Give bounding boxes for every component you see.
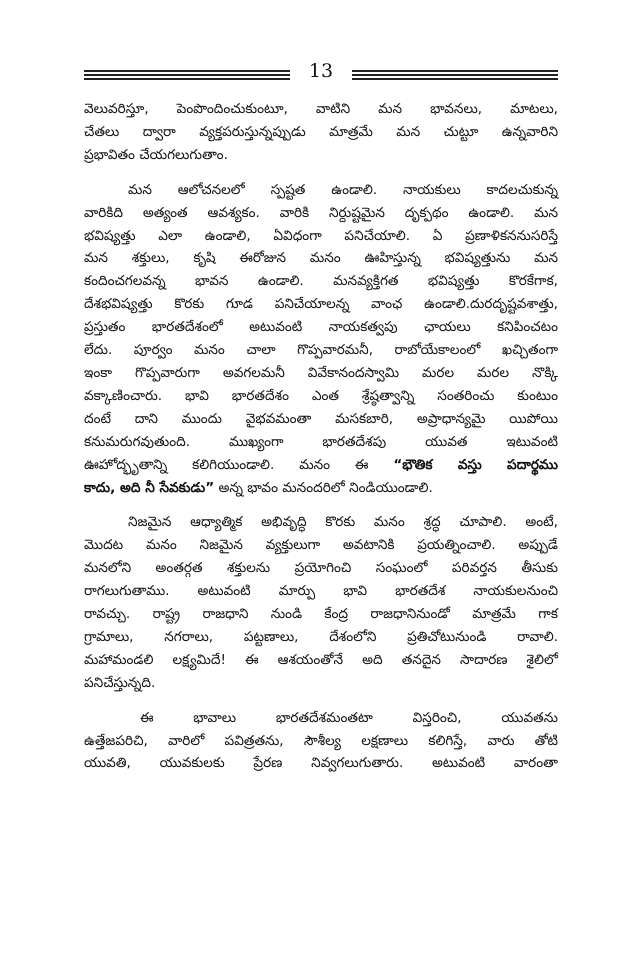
page-header — [84, 58, 558, 92]
text-line: మనలోని అంతర్గత శక్తులను ప్రయోగించి సంఘంలో పరివర్తన తీసుకు — [84, 560, 558, 577]
text-line: మహామండలి లక్ష్యమిదే! ఈ ఆశయంతోనే అది తనదైన సాదారణ శైలిలో — [84, 651, 558, 668]
paragraph-4 — [84, 707, 558, 776]
text-line: ఈ భావాలు భారతదేశమంతటా విస్తరించి, యువతను — [140, 709, 558, 726]
text-run: ఊహోద్భృతాన్ని కలిగియుండాలి. మనం ఈ — [84, 456, 369, 473]
paragraph-1 — [84, 98, 558, 167]
bold-quote-part-1: “భౌతిక వస్తు పదార్థము — [393, 456, 558, 473]
text-line-mixed — [84, 477, 558, 500]
text-line: పనిచేస్తున్నది. — [84, 674, 156, 691]
text-line: ప్రభావితం చేయగలుగుతాం. — [84, 146, 228, 163]
text-line: దంటే దాని ముందు వైభవమంతా మసకబారి, అప్రాధాన్యమై యిపోయి — [84, 410, 558, 427]
text-line: రావచ్చు. రాష్ట్ర రాజధాని నుండి కేంద్ర రాజధానినుండో మాత్రమే గాక — [84, 606, 558, 623]
text-line: చేతలు ద్వారా వ్యక్తపరుస్తున్నప్పుడు మాత్రమే మన చుట్టూ ఉన్నవారిని — [84, 123, 558, 140]
paragraph-2 — [84, 179, 558, 500]
text-run: అన్న భావం మనందరిలో నిండియుండాలి. — [218, 479, 433, 496]
text-line: లేదు. పూర్వం మనం చాలా గొప్పవారమనీ, రాబోయేకాలంలో ఖచ్చితంగా — [84, 342, 558, 359]
text-line: రాగలుగుతాము. అటువంటి మార్పు భావి భారతదేశ నాయకులనుంచి — [84, 583, 558, 600]
text-line: నిజమైన ఆధ్యాత్మిక అభివృద్ధి కొరకు మనం శ్రద్ధ చూపాలి. అంటే, — [128, 514, 558, 531]
text-line: ఇంకా గొప్పవారుగా అవగలమనీ వివేకానందస్వామి మరల మరల నొక్కి — [84, 364, 558, 381]
text-line: వెలువరిస్తూ, పెంపొందించుకుంటూ, వాటిని మన భావనలు, మాటలు, — [84, 101, 558, 117]
text-line: గ్రామాలు, నగరాలు, పట్టణాలు, దేశంలోని ప్రతిచోటునుండి రావాలి. — [84, 628, 558, 645]
text-line: ప్రస్తుతం భారతదేశంలో అటువంటి నాయకత్వపు ఛాయలు కనిపించటం — [84, 319, 558, 336]
text-line: భవిష్యత్తు ఎలా ఉండాలి, ఏవిధంగా పనిచేయాలి. ఏ ప్రణాళికననుసరిస్తే — [84, 227, 558, 244]
text-line: ఉత్తేజపరిచి, వారిలో పవిత్రతను, సౌశీల్య లక్షణాలు కలిగిస్తే, వారు తోటి — [84, 732, 558, 749]
text-line: మొదట మనం నిజమైన వ్యక్తులుగా అవటానికి ప్రయత్నించాలి. అప్పుడే — [84, 537, 558, 554]
paragraph-3 — [84, 511, 558, 694]
text-line: కందించగలవన్న భావన ఉండాలి. మనవ్యక్తిగత భవిష్యత్తు కొరకేగాక, — [84, 273, 558, 290]
page-body — [84, 98, 558, 787]
text-line: వక్కాణించారు. భావి భారతదేశం ఎంత శ్రేష్ఠత్వాన్ని సంతరించు కుంటుం — [84, 387, 558, 404]
text-line: దేశభవిష్యత్తు కొరకు గూడ పనిచేయాలన్న వాంఛ ఉండాలి.దురదృష్టవశాత్తు, — [84, 296, 558, 313]
text-line: వారికిది అత్యంత ఆవశ్యకం. వారికి నిర్దుష్టమైన దృక్పథం ఉండాలి. మన — [84, 204, 558, 221]
text-line-mixed — [84, 454, 558, 477]
header-rule-right — [352, 70, 558, 82]
text-line: మన శక్తులు, కృషి ఈరోజున మనం ఊహిస్తున్న భవిష్యత్తును మన — [84, 250, 558, 267]
text-line: యువతి, యువకులకు ప్రేరణ నివ్వగలుగుతారు. అటువంటి వారంతా — [84, 755, 558, 772]
bold-quote-part-2: కాదు, అది నీ సేవకుడు” — [84, 479, 215, 496]
page-number: 13 — [308, 60, 334, 82]
text-line: మన ఆలోచనలలో స్పష్టత ఉండాలి. నాయకులు కాదలచుకున్న — [128, 181, 558, 198]
text-line: కనుమరుగవుతుంది. ముఖ్యంగా భారతదేశపు యువత ఇటువంటి — [84, 433, 558, 450]
